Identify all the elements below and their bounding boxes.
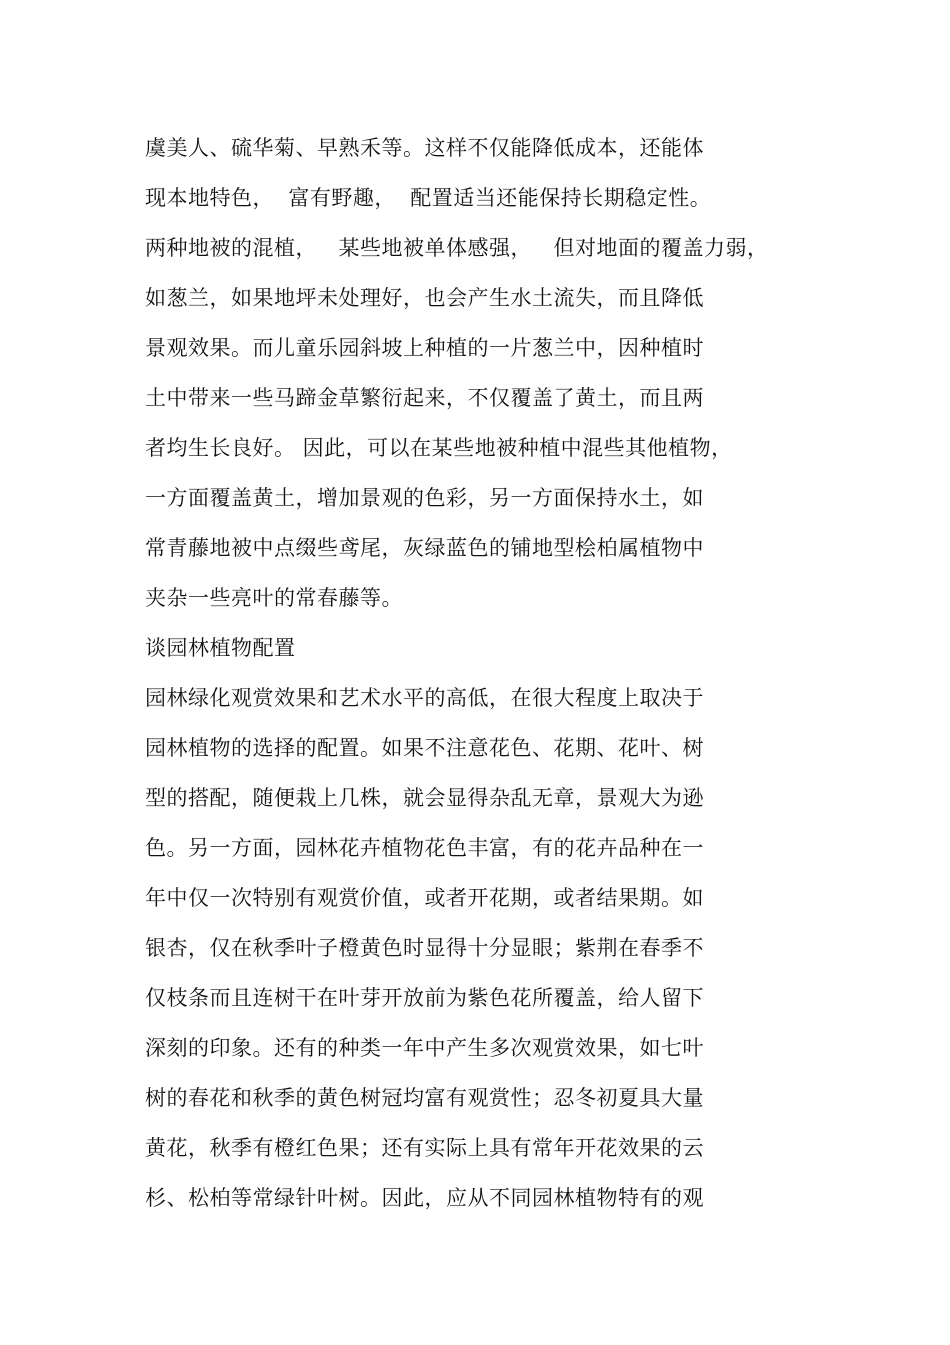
text-line: 现本地特色， 富有野趣， 配置适当还能保持长期稳定性。 [145,186,712,210]
section-heading: 谈园林植物配置 [145,636,296,660]
text-line: 如葱兰，如果地坪未处理好，也会产生水土流失，而且降低 [145,286,704,310]
text-line: 深刻的印象。还有的种类一年中产生多次观赏效果，如七叶 [145,1036,704,1060]
text-line: 夹杂一些亮叶的常春藤等。 [145,586,403,610]
text-line: 黄花，秋季有橙红色果；还有实际上具有常年开花效果的云 [145,1136,704,1160]
text-line: 常青藤地被中点缀些鸢尾，灰绿蓝色的铺地型桧柏属植物中 [145,536,704,560]
text-line: 一方面覆盖黄土，增加景观的色彩，另一方面保持水土，如 [145,486,704,510]
body-text [145,123,825,1223]
text-line: 虞美人、硫华菊、早熟禾等。这样不仅能降低成本，还能体 [145,136,704,160]
text-line: 两种地被的混植， 某些地被单体感强， 但对地面的覆盖力弱， [145,236,769,260]
text-line: 土中带来一些马蹄金草繁衍起来，不仅覆盖了黄土，而且两 [145,386,704,410]
text-line: 者均生长良好。 因此，可以在某些地被种植中混些其他植物， [145,436,733,460]
text-line: 银杏，仅在秋季叶子橙黄色时显得十分显眼；紫荆在春季不 [145,936,704,960]
text-line: 杉、松柏等常绿针叶树。因此，应从不同园林植物特有的观 [145,1186,704,1210]
text-line: 景观效果。而儿童乐园斜坡上种植的一片葱兰中，因种植时 [145,336,704,360]
text-line: 色。另一方面，园林花卉植物花色丰富，有的花卉品种在一 [145,836,704,860]
text-line: 仅枝条而且连树干在叶芽开放前为紫色花所覆盖，给人留下 [145,986,704,1010]
text-line: 年中仅一次特别有观赏价值，或者开花期，或者结果期。如 [145,886,704,910]
text-line: 园林植物的选择的配置。如果不注意花色、花期、花叶、树 [145,736,704,760]
text-line: 型的搭配，随便栽上几株，就会显得杂乱无章，景观大为逊 [145,786,704,810]
text-line: 树的春花和秋季的黄色树冠均富有观赏性；忍冬初夏具大量 [145,1086,704,1110]
text-line: 园林绿化观赏效果和艺术水平的高低，在很大程度上取决于 [145,686,704,710]
